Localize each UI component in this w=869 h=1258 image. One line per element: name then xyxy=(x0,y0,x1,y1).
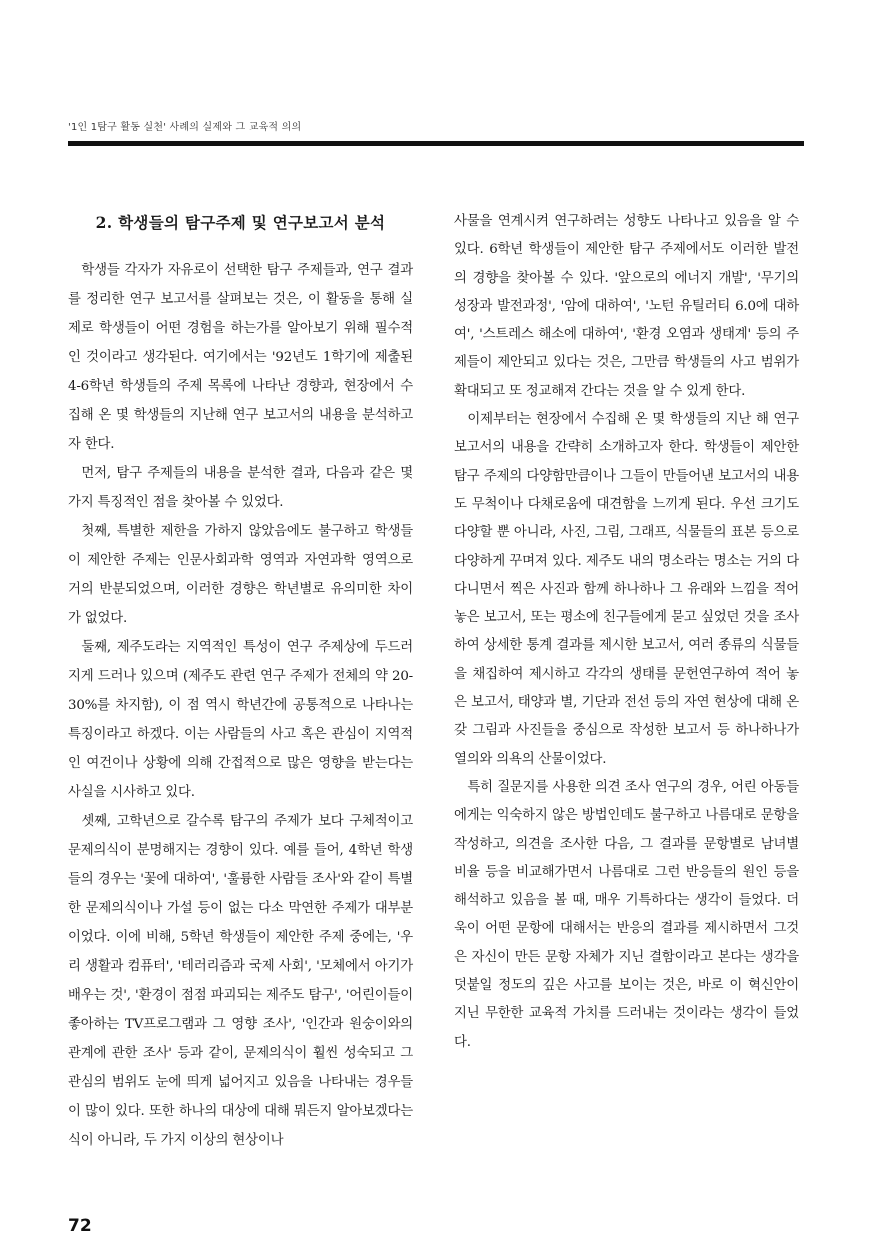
paragraph: 둘째, 제주도라는 지역적인 특성이 연구 주제상에 두드러지게 드러나 있으며 (제주도 관련 연구 주제가 전체의 약 20-30%를 차지함), 이 점 역시 학년간에 공통적으로 나타나는 특징이라고 하겠다. 이는 사람들의 사고 혹은 관심이 지역적인 여건이나 상황에 의해 간접적으로 많은 영향을 받는다는 사실을 시사하고 있다. xyxy=(68,640,413,800)
paragraph: 이제부터는 현장에서 수집해 온 몇 학생들의 지난 해 연구 보고서의 내용을 간략히 소개하고자 한다. 학생들이 제안한 탐구 주제의 다양함만큼이나 그들이 만들어낸 보고서의 내용도 무척이나 다채로움에 대견함을 느끼게 된다. 우선 크기도 다양할 뿐 아니라, 사진, 그림, 그래프, 식물들의 표본 등으로 다양하게 꾸며져 있다. 제주도 내의 명소라는 명소는 거의 다 다니면서 찍은 사진과 함께 하나하나 그 유래와 느낌을 적어 놓은 보고서, 또는 평소에 친구들에게 묻고 싶었던 것을 조사하여 상세한 통계 결과를 제시한 보고서, 여러 종류의 식물들을 채집하여 제시하고 각각의 생태를 문헌연구하여 적어 놓은 보고서, 태양과 별, 기단과 전선 등의 자연 현상에 대해 온갖 그림과 사진들을 중심으로 작성한 보고서 등 하나하나가 열의와 의욕의 산물이었다. xyxy=(454,412,799,767)
right-column xyxy=(454,208,799,1057)
paragraph: 특히 질문지를 사용한 의견 조사 연구의 경우, 어린 아동들에게는 익숙하지 않은 방법인데도 불구하고 나름대로 문항을 작성하고, 의견을 조사한 다음, 그 결과를 문항별로 남녀별 비율 등을 비교해가면서 나름대로 그런 반응들의 원인 등을 해석하고 있음을 볼 때, 매우 기특하다는 생각이 들었다. 더욱이 어떤 문항에 대해서는 반응의 결과를 제시하면서 그것은 자신이 만든 문항 자체가 지닌 결함이라고 본다는 생각을 덧붙일 정도의 깊은 사고를 보이는 것은, 바로 이 혁신안이 지닌 무한한 교육적 가치를 드러내는 것이라는 생각이 들었다. xyxy=(454,779,799,1050)
section-heading: 2. 학생들의 탐구주제 및 연구보고서 분석 xyxy=(95,213,386,232)
paragraph: 학생들 각자가 자유로이 선택한 탐구 주제들과, 연구 결과를 정리한 연구 보고서를 살펴보는 것은, 이 활동을 통해 실제로 학생들이 어떤 경험을 하는가를 알아보기 위해 필수적인 것이라고 생각된다. 여기에서는 '92년도 1학기에 제출된 4-6학년 학생들의 주제 목록에 나타난 경향과, 현장에서 수집해 온 몇 학생들의 지난해 연구 보고서의 내용을 분석하고자 한다. xyxy=(68,263,413,452)
page-number: 72 xyxy=(68,1216,92,1236)
running-header: '1인 1탐구 활동 실천' 사례의 실제와 그 교육적 의의 xyxy=(68,122,302,133)
left-column xyxy=(68,208,413,1155)
paragraph: 사물을 연계시켜 연구하려는 성향도 나타나고 있음을 알 수 있다. 6학년 학생들이 제안한 탐구 주제에서도 이러한 발전의 경향을 찾아볼 수 있다. '앞으로의 에너지 개발', '무기의 성장과 발전과정', '암에 대하여', '노턴 유틸러티 6.0에 대하여', '스트레스 해소에 대하여', '환경 오염과 생태계' 등의 주제들이 제안되고 있다는 것은, 그만큼 학생들의 사고 범위가 확대되고 또 정교해져 간다는 것을 알 수 있게 한다. xyxy=(454,214,799,399)
paragraph: 먼저, 탐구 주제들의 내용을 분석한 결과, 다음과 같은 몇 가지 특징적인 점을 찾아볼 수 있었다. xyxy=(68,466,413,510)
paragraph: 셋째, 고학년으로 갈수록 탐구의 주제가 보다 구체적이고 문제의식이 분명해지는 경향이 있다. 예를 들어, 4학년 학생들의 경우는 '꽃에 대하여', '훌륭한 사람들 조사'와 같이 특별한 문제의식이나 가설 등이 없는 다소 막연한 주제가 대부분이었다. 이에 비해, 5학년 학생들이 제안한 주제 중에는, '우리 생활과 컴퓨터', '테러리즘과 국제 사회', '모체에서 아기가 배우는 것', '환경이 점점 파괴되는 제주도 탐구', '어린이들이 좋아하는 TV프로그램과 그 영향 조사', '인간과 원숭이와의 관계에 관한 조사' 등과 같이, 문제의식이 훨씬 성숙되고 그 관심의 범위도 눈에 띄게 넓어지고 있음을 나타내는 경우들이 많이 있다. 또한 하나의 대상에 대해 뭐든지 알아보겠다는 식이 아니라, 두 가지 이상의 현상이나 xyxy=(68,814,413,1148)
paragraph: 첫째, 특별한 제한을 가하지 않았음에도 불구하고 학생들이 제안한 주제는 인문사회과학 영역과 자연과학 영역으로 거의 반분되었으며, 이러한 경향은 학년별로 유의미한 차이가 없었다. xyxy=(68,524,413,626)
header-rule xyxy=(68,141,804,146)
